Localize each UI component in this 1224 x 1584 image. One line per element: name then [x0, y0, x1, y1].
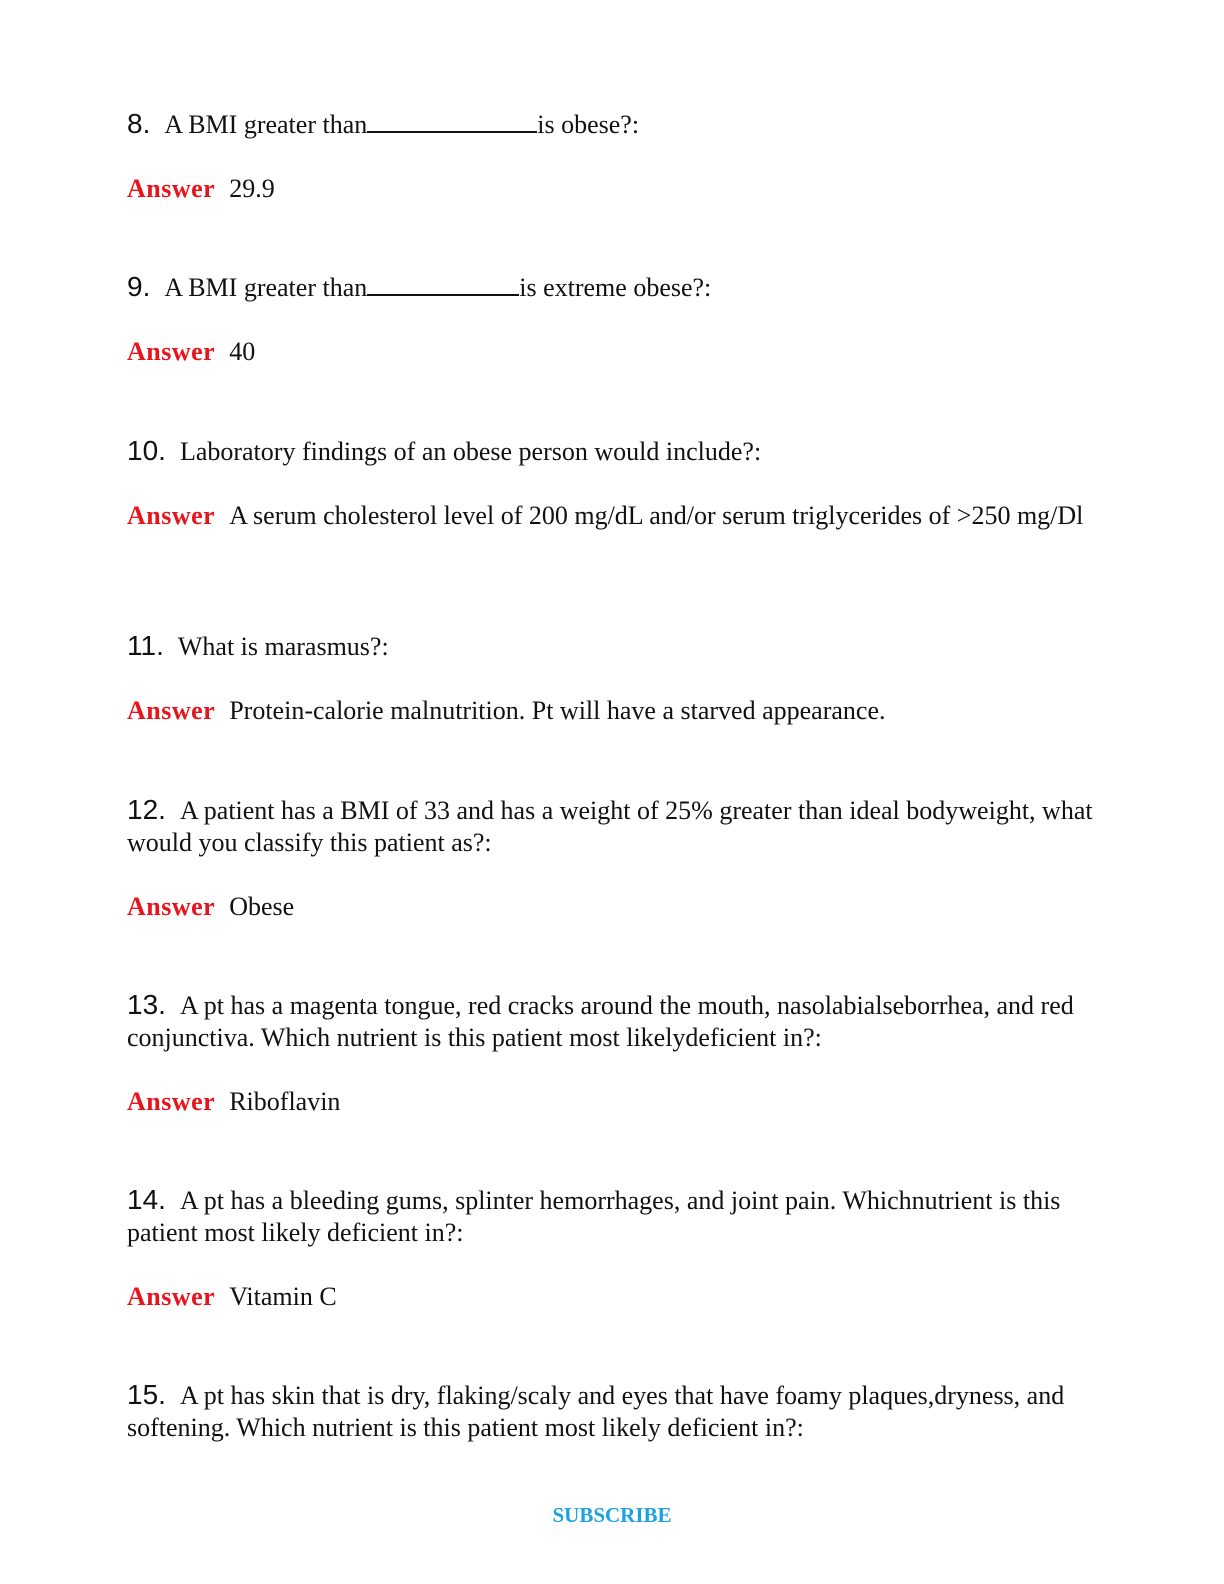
subscribe-link[interactable]: SUBSCRIBE [552, 1503, 672, 1527]
question-number: 12. [127, 794, 166, 825]
question-text: A patient has a BMI of 33 and has a weight of 25% greater than ideal bodyweight, what would you classify this patient as?: [127, 796, 1093, 857]
answer-text: Protein-calorie malnutrition. Pt will have a starved appearance. [229, 696, 886, 725]
question-block-15 [127, 1379, 1102, 1444]
question-block-14 [127, 1184, 1102, 1313]
question-11 [127, 630, 1102, 663]
answer-11 [127, 695, 1102, 727]
answer-13 [127, 1086, 1102, 1118]
fill-in-blank [367, 109, 537, 133]
question-9 [127, 271, 1102, 304]
question-block-10 [127, 435, 1102, 532]
question-12 [127, 794, 1102, 859]
answer-text: Riboflavin [229, 1087, 341, 1116]
answer-text: 40 [229, 337, 256, 366]
answer-8 [127, 173, 1102, 205]
question-text-after-blank: is obese?: [537, 110, 640, 139]
answer-text: A serum cholesterol level of 200 mg/dL and/or serum triglycerides of >250 mg/Dl [229, 501, 1084, 530]
question-text: What is marasmus?: [177, 632, 389, 661]
question-block-9 [127, 271, 1102, 368]
fill-in-blank [367, 272, 519, 296]
question-text-after-blank: is extreme obese?: [519, 273, 712, 302]
answer-14 [127, 1281, 1102, 1313]
answer-text: Obese [229, 892, 295, 921]
answer-label: Answer [127, 501, 216, 530]
question-text: A pt has skin that is dry, flaking/scaly and eyes that have foamy plaques,dryness, and softening. Which nutrient is this patient most likely deficient in?: [127, 1381, 1065, 1442]
answer-label: Answer [127, 337, 216, 366]
question-number: 15. [127, 1379, 166, 1410]
question-number: 9. [127, 271, 151, 302]
question-text: A pt has a magenta tongue, red cracks around the mouth, nasolabialseborrhea, and red conjunctiva. Which nutrient is this patient most likelydeficient in?: [127, 991, 1074, 1052]
answer-label: Answer [127, 696, 216, 725]
answer-text: 29.9 [229, 174, 275, 203]
answer-text: Vitamin C [229, 1282, 337, 1311]
question-10 [127, 435, 1102, 468]
question-number: 8. [127, 108, 151, 139]
question-number: 10. [127, 435, 166, 466]
answer-12 [127, 891, 1102, 923]
question-block-13 [127, 989, 1102, 1118]
answer-10 [127, 500, 1102, 532]
question-8 [127, 108, 1102, 141]
answer-label: Answer [127, 1282, 216, 1311]
question-block-12 [127, 794, 1102, 923]
question-text: Laboratory findings of an obese person would include?: [179, 437, 762, 466]
question-number: 14. [127, 1184, 166, 1215]
question-text: A pt has a bleeding gums, splinter hemorrhages, and joint pain. Whichnutrient is this patient most likely deficient in?: [127, 1186, 1061, 1247]
question-block-8 [127, 108, 1102, 205]
question-block-11 [127, 630, 1102, 727]
question-13 [127, 989, 1102, 1054]
answer-label: Answer [127, 1087, 216, 1116]
answer-label: Answer [127, 174, 216, 203]
question-14 [127, 1184, 1102, 1249]
answer-9 [127, 336, 1102, 368]
question-number: 13. [127, 989, 166, 1020]
answer-label: Answer [127, 892, 216, 921]
question-text-before-blank: A BMI greater than [164, 273, 368, 302]
question-text-before-blank: A BMI greater than [164, 110, 368, 139]
question-number: 11. [127, 630, 164, 661]
question-15 [127, 1379, 1102, 1444]
